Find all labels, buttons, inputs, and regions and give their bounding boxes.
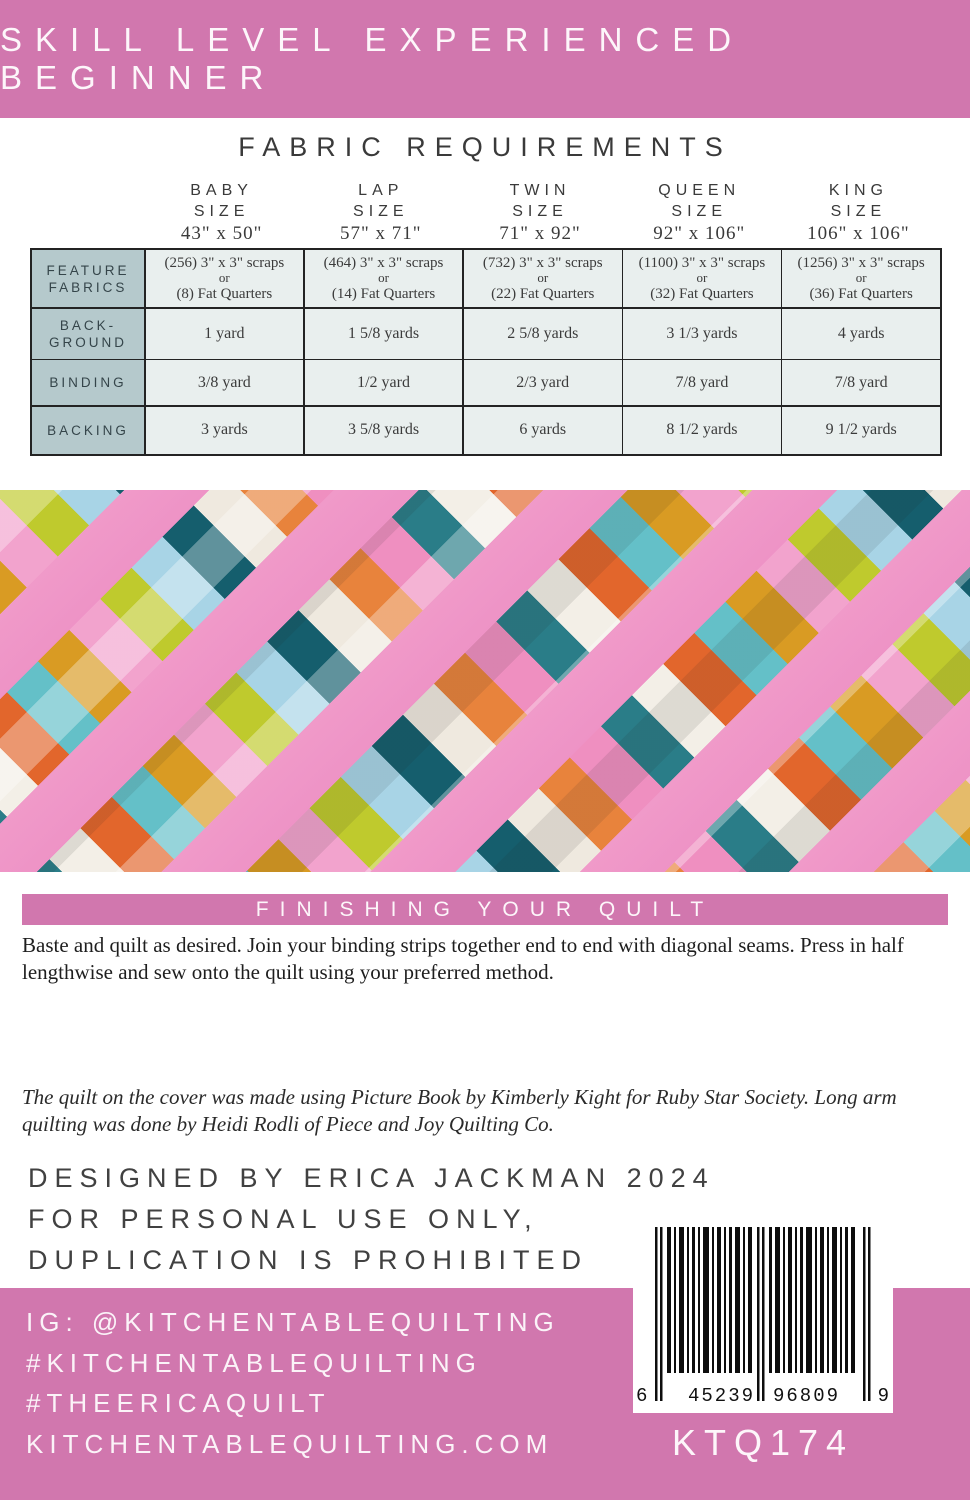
size-dimensions: 106" x 106"	[807, 223, 910, 244]
table-cell-background-king: 4 yards	[782, 309, 940, 359]
column-header-queen	[620, 180, 779, 246]
table-cell-feature-king: (1256) 3" x 3" scraps or (36) Fat Quarters	[782, 250, 940, 307]
finishing-banner-text: FINISHING YOUR QUILT	[255, 897, 715, 921]
table-cell-feature-queen: (1100) 3" x 3" scraps or (32) Fat Quarters	[623, 250, 781, 307]
size-name: QUEEN	[658, 182, 741, 199]
table-cell-binding-lap: 1/2 yard	[305, 360, 463, 405]
cover-fabric-credit-note: The quilt on the cover was made using Picture Book by Kimberly Kight for Ruby Star Society. Long arm quilting was done by Heidi Rodli of Piece and Joy Quilting Co.	[22, 1085, 897, 1136]
website-url: KITCHENTABLEQUILTING.COM	[26, 1428, 554, 1459]
pattern-number: KTQ174	[671, 1422, 855, 1463]
table-cell-binding-baby: 3/8 yard	[146, 360, 304, 405]
fabric-requirements-title: FABRIC REQUIREMENTS	[238, 132, 732, 162]
table-cell-background-queen: 3 1/3 yards	[623, 309, 781, 359]
size-dimensions: 71" x 92"	[499, 223, 581, 244]
size-name: KING	[828, 182, 888, 199]
table-cell-background-baby: 1 yard	[146, 309, 304, 359]
barcode-digit-check: 9	[877, 1385, 889, 1407]
size-dimensions: 57" x 71"	[340, 223, 422, 244]
size-word: SIZE	[830, 203, 887, 220]
table-cell-feature-twin: (732) 3" x 3" scraps or (22) Fat Quarters	[464, 250, 622, 307]
size-dimensions: 43" x 50"	[180, 223, 263, 244]
hashtag-kitchentablequilting: #KITCHENTABLEQUILTING	[26, 1347, 482, 1378]
column-header-baby	[142, 180, 301, 246]
column-header-lap	[301, 180, 460, 246]
table-cell-feature-lap: (464) 3" x 3" scraps or (14) Fat Quarters	[305, 250, 463, 307]
fabric-requirements-table	[30, 248, 942, 456]
size-name: BABY	[190, 182, 253, 199]
table-cell-background-lap: 1 5/8 yards	[305, 309, 463, 359]
table-cell-backing-queen: 8 1/2 yards	[623, 407, 781, 454]
personal-use-line: FOR PERSONAL USE ONLY,	[28, 1204, 539, 1234]
size-dimensions: 92" x 106"	[653, 223, 746, 244]
table-cell-binding-twin: 2/3 yard	[464, 360, 622, 405]
size-word: SIZE	[193, 203, 250, 220]
barcode-digit-group2: 96809	[773, 1385, 841, 1407]
table-cell-backing-twin: 6 yards	[464, 407, 622, 454]
column-header-twin	[460, 180, 619, 246]
table-cell-backing-lap: 3 5/8 yards	[305, 407, 463, 454]
size-name: TWIN	[509, 182, 571, 199]
finishing-instructions: Baste and quilt as desired. Join your binding strips together end to end with diagonal seams. Press in half lengthwise and sew onto the quilt using your preferred method.	[22, 933, 904, 984]
size-word: SIZE	[353, 203, 409, 220]
duplication-line: DUPLICATION IS PROHIBITED	[28, 1245, 589, 1275]
finishing-your-quilt-banner	[22, 894, 948, 925]
barcode-digit-group1: 45239	[688, 1385, 756, 1407]
upc-barcode	[633, 1205, 893, 1413]
table-cell-binding-king: 7/8 yard	[782, 360, 940, 405]
skill-level-banner	[0, 0, 970, 118]
designer-copyright-block	[28, 1158, 715, 1281]
barcode-digit-prefix: 6	[636, 1385, 648, 1407]
row-label-background: BACK-GROUND	[32, 309, 144, 359]
size-word: SIZE	[512, 203, 568, 220]
skill-level-text: SKILL LEVEL EXPERIENCED BEGINNER	[0, 21, 745, 96]
column-header-king	[779, 180, 938, 246]
instagram-handle: IG: @KITCHENTABLEQUILTING	[26, 1307, 560, 1337]
barcode-bars	[649, 1227, 877, 1401]
hashtag-theericaquilt: #THEERICAQUILT	[26, 1388, 331, 1418]
table-cell-backing-baby: 3 yards	[146, 407, 304, 454]
size-column-headers	[142, 180, 938, 246]
row-label-feature-fabrics: FEATURE FABRICS	[32, 250, 144, 307]
size-word: SIZE	[671, 203, 727, 220]
table-cell-backing-king: 9 1/2 yards	[782, 407, 940, 454]
table-cell-feature-baby: (256) 3" x 3" scraps or (8) Fat Quarters	[146, 250, 304, 307]
size-name: LAP	[358, 182, 404, 199]
barcode-digits	[633, 1385, 893, 1407]
quilt-cover-photo	[0, 490, 970, 872]
row-label-binding: BINDING	[32, 360, 144, 405]
table-cell-binding-queen: 7/8 yard	[623, 360, 781, 405]
table-cell-background-twin: 2 5/8 yards	[464, 309, 622, 359]
designed-by-line: DESIGNED BY ERICA JACKMAN 2024	[28, 1163, 715, 1193]
row-label-backing: BACKING	[32, 407, 144, 454]
